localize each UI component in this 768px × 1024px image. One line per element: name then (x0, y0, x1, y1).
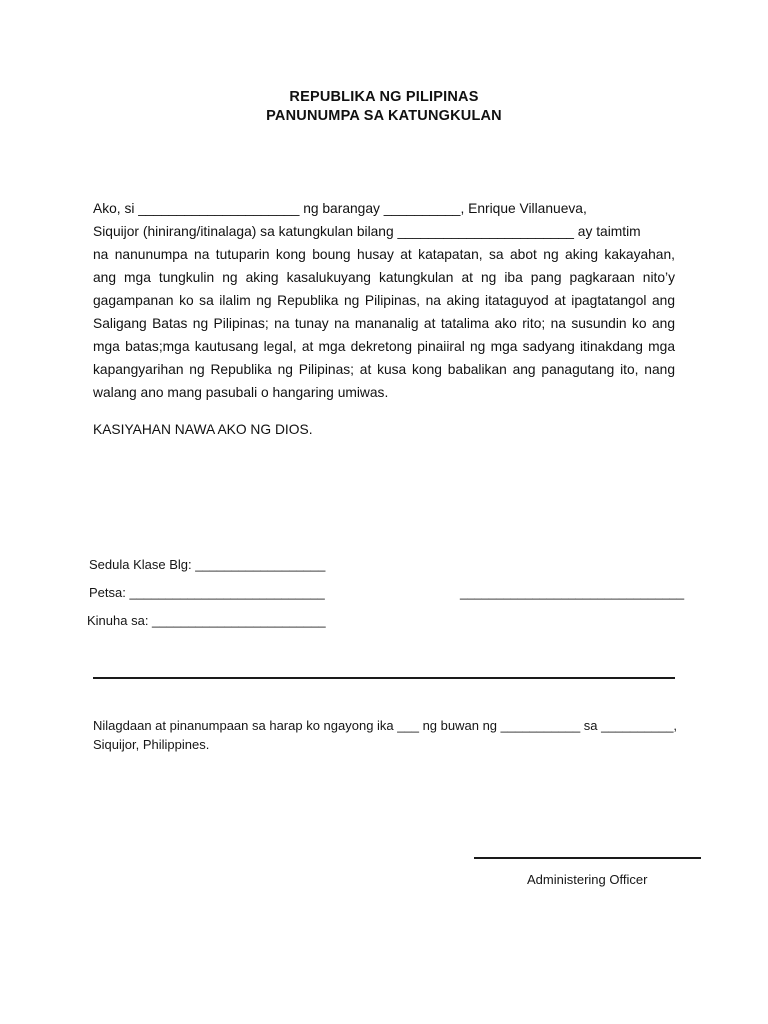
oath-line: kapangyarihan ng Republika ng Pilipinas; at kusa kong babalikan ang panagutang ito, nang (93, 362, 675, 377)
document-subtitle: PANUNUMPA SA KATUNGKULAN (266, 108, 502, 124)
officer-label: Administering Officer (527, 872, 648, 887)
oath-closing: KASIYAHAN NAWA AKO NG DIOS. (93, 422, 313, 437)
oath-line: gagampanan ko sa ilalim ng Republika ng Pilipinas, na aking itataguyod at ipagtatangol ang (93, 293, 675, 308)
signature-blank: _______________________________ (460, 585, 685, 600)
kinuha-field: Kinuha sa: ________________________ (87, 613, 326, 628)
oath-line: mga batas;mga kautusang legal, at mga dekretong pinaiiral ng mga sadyang itinakdang mga (93, 339, 675, 354)
oath-line: ang mga tungkulin ng aking kasalukuyang katungkulan at ng iba pang pagkaraan nito’y (93, 270, 675, 285)
document-title: REPUBLIKA NG PILIPINAS (289, 89, 479, 105)
jurat-line: Nilagdaan at pinanumpaan sa harap ko ngayong ika ___ ng buwan ng ___________ sa __________, (93, 718, 678, 733)
sedula-field: Sedula Klase Blg: __________________ (89, 557, 326, 572)
officer-signature-line (474, 857, 701, 859)
oath-paragraph (93, 197, 675, 404)
petsa-field: Petsa: ___________________________ (89, 585, 325, 600)
oath-line: Ako, si _____________________ ng barangay __________, Enrique Villanueva, (93, 201, 587, 216)
oath-line: na nanunumpa na tutuparin kong boung husay at katapatan, sa abot ng aking kakayahan, (93, 247, 675, 262)
divider-line (93, 677, 675, 679)
oath-line: Siquijor (hinirang/itinalaga) sa katungkulan bilang _______________________ ay taimtim (93, 224, 641, 239)
oath-line: walang ano mang pasubali o hangaring umiwas. (93, 385, 389, 400)
oath-line: Saligang Batas ng Pilipinas; na tunay na mananalig at tatalima ako rito; na susundin ko ang (93, 316, 675, 331)
jurat-location: Siquijor, Philippines. (93, 737, 210, 752)
